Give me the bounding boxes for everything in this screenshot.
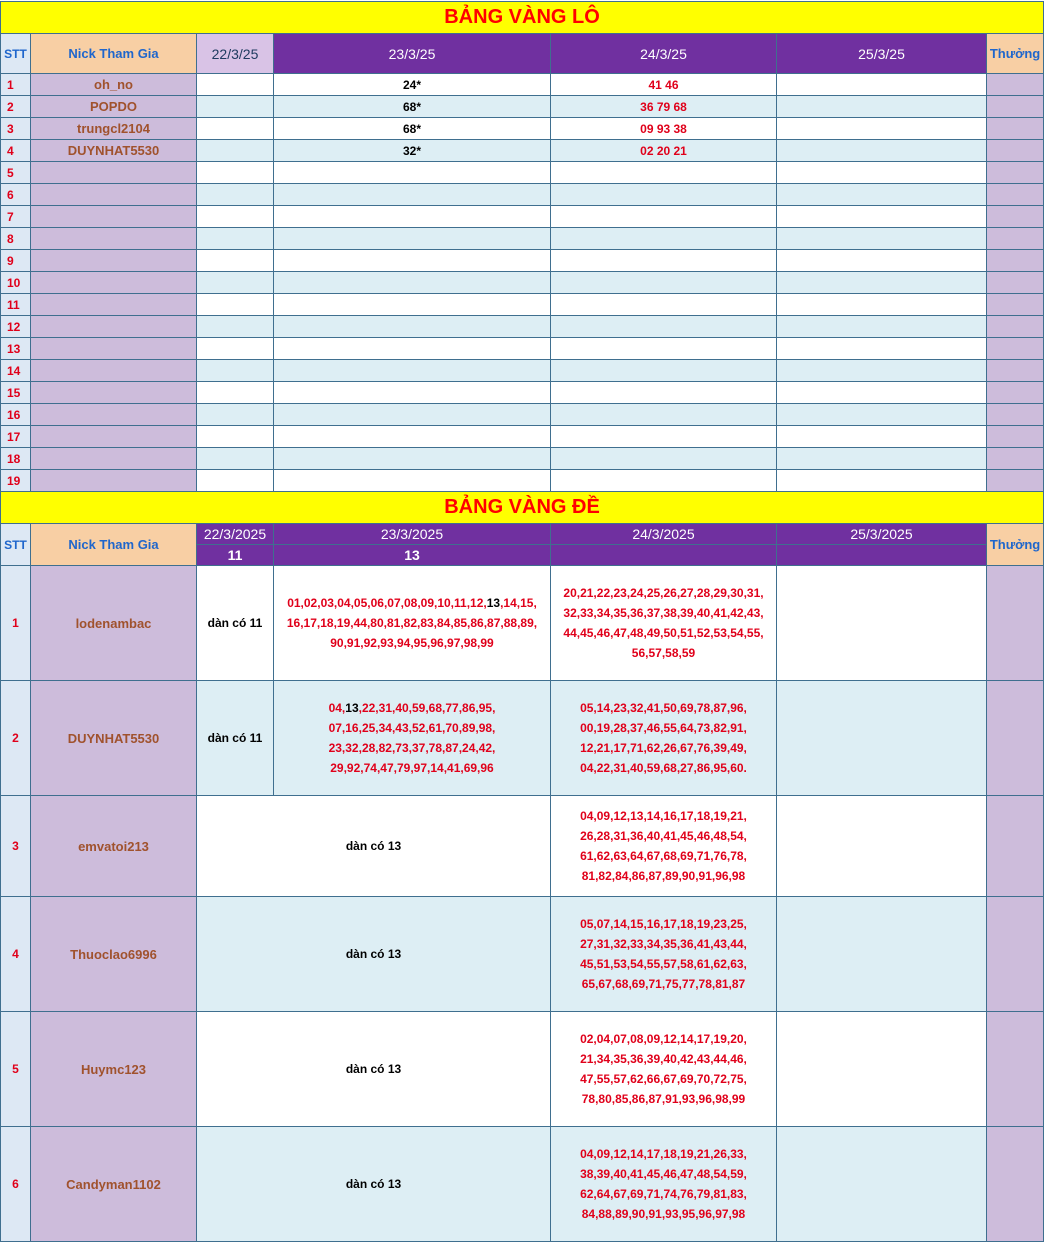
lo-row (1, 206, 1044, 228)
lo-row-nick (31, 404, 197, 426)
lo-row-date-3 (551, 338, 777, 360)
de-header-date-1: 22/3/2025 (197, 524, 274, 545)
lo-row-date-4 (777, 382, 987, 404)
de-number-line (274, 698, 550, 718)
de-row-date-4 (777, 796, 987, 897)
lo-row-date-4 (777, 294, 987, 316)
lo-row-date-3 (551, 294, 777, 316)
lo-row-reward (987, 228, 1044, 250)
lo-row-reward (987, 250, 1044, 272)
lo-row-stt: 12 (1, 316, 31, 338)
de-header-date-2: 23/3/2025 (274, 524, 551, 545)
de-row-date-4 (777, 566, 987, 681)
lo-row-date-2 (274, 426, 551, 448)
de-row-date-4 (777, 897, 987, 1012)
de-number-line: 20,21,22,23,24,25,26,27,28,29,30,31, (563, 586, 764, 600)
lo-row-reward (987, 382, 1044, 404)
de-row-date-2 (274, 681, 551, 796)
lo-row-stt: 15 (1, 382, 31, 404)
lo-row-date-4 (777, 140, 987, 162)
lo-row-date-4 (777, 74, 987, 96)
de-number-line: 44,45,46,47,48,49,50,51,52,53,54,55, (563, 626, 764, 640)
lo-row-stt: 16 (1, 404, 31, 426)
lo-row-date-4 (777, 448, 987, 470)
lo-row-date-2 (274, 470, 551, 492)
lo-row-date-2 (274, 250, 551, 272)
lo-row-nick: oh_no (31, 74, 197, 96)
lo-row-date-3 (551, 184, 777, 206)
de-number-line: 21,34,35,36,39,40,42,43,44,46, (580, 1052, 747, 1066)
lo-row-date-3 (551, 382, 777, 404)
lo-row-nick (31, 228, 197, 250)
lo-row (1, 426, 1044, 448)
number-text: ,22,31,40,59,68,77,86,95, (358, 701, 496, 715)
lo-row-reward (987, 184, 1044, 206)
lo-row-reward (987, 96, 1044, 118)
lo-header-date-2: 23/3/25 (274, 34, 551, 74)
lo-row-date-2: 68* (274, 118, 551, 140)
de-row (1, 796, 1044, 897)
lo-row-date-2 (274, 294, 551, 316)
lo-row-nick (31, 338, 197, 360)
lo-row-date-1 (197, 294, 274, 316)
lo-row-date-1 (197, 404, 274, 426)
lo-row-date-4 (777, 338, 987, 360)
lo-row-date-3 (551, 470, 777, 492)
lo-row (1, 272, 1044, 294)
lo-row-nick (31, 184, 197, 206)
lo-rows (1, 74, 1044, 492)
de-row (1, 566, 1044, 681)
lo-row (1, 404, 1044, 426)
lo-row-date-2: 68* (274, 96, 551, 118)
lo-row-nick (31, 250, 197, 272)
de-number-line: 81,82,84,86,87,89,90,91,96,98 (581, 869, 746, 883)
de-row-date-4 (777, 1127, 987, 1242)
lo-row-stt: 3 (1, 118, 31, 140)
number-text: 07,16,25,34,43,52,61,70,89,98, (328, 721, 496, 735)
de-row-date-4 (777, 681, 987, 796)
de-number-line: 84,88,89,90,91,93,95,96,97,98 (581, 1207, 746, 1221)
de-row (1, 681, 1044, 796)
lo-header-nick: Nick Tham Gia (31, 34, 197, 74)
de-table (0, 491, 1044, 1242)
de-row-date-3 (551, 1127, 777, 1242)
de-number-line: 00,19,28,37,46,55,64,73,82,91, (580, 721, 747, 735)
lo-row-date-1 (197, 184, 274, 206)
lo-row-date-4 (777, 184, 987, 206)
de-result-date-1: 11 (197, 545, 274, 566)
lo-row (1, 118, 1044, 140)
lo-row-nick: DUYNHAT5530 (31, 140, 197, 162)
de-number-line: 65,67,68,69,71,75,77,78,81,87 (581, 977, 746, 991)
de-row-date-1: dàn có 11 (197, 566, 274, 681)
lo-row-date-2 (274, 448, 551, 470)
lo-row-date-4 (777, 316, 987, 338)
lo-row-date-1 (197, 338, 274, 360)
de-row-date-2 (274, 566, 551, 681)
lo-row-date-3 (551, 162, 777, 184)
lo-row-date-1 (197, 448, 274, 470)
de-row-stt: 4 (1, 897, 31, 1012)
de-number-line: 12,21,17,71,62,26,67,76,39,49, (580, 741, 747, 755)
lo-row (1, 250, 1044, 272)
number-text: 04, (328, 701, 346, 715)
lo-row-date-2 (274, 206, 551, 228)
lo-row (1, 360, 1044, 382)
de-number-line: 04,09,12,13,14,16,17,18,19,21, (580, 809, 747, 823)
de-number-line (274, 593, 550, 613)
lo-row-nick: POPDO (31, 96, 197, 118)
lo-row-date-2: 24* (274, 74, 551, 96)
de-row-reward (987, 566, 1044, 681)
lo-row-stt: 13 (1, 338, 31, 360)
lo-row-date-1 (197, 206, 274, 228)
de-row-date-1-2: dàn có 13 (197, 897, 551, 1012)
lo-row-reward (987, 448, 1044, 470)
lo-row-date-1 (197, 272, 274, 294)
lo-row (1, 448, 1044, 470)
de-row-date-3 (551, 1012, 777, 1127)
de-number-line: 26,28,31,36,40,41,45,46,48,54, (580, 829, 747, 843)
lo-table (0, 1, 1044, 492)
lo-row-stt: 6 (1, 184, 31, 206)
lo-row-date-3 (551, 316, 777, 338)
lo-row (1, 316, 1044, 338)
de-number-line (274, 718, 550, 738)
lo-row-stt: 8 (1, 228, 31, 250)
lo-row-reward (987, 140, 1044, 162)
lo-row-date-2 (274, 184, 551, 206)
lo-row-date-4 (777, 228, 987, 250)
de-number-line: 38,39,40,41,45,46,47,48,54,59, (580, 1167, 747, 1181)
lo-header-date-1: 22/3/25 (197, 34, 274, 74)
lo-row (1, 470, 1044, 492)
de-number-line: 04,22,31,40,59,68,27,86,95,60. (580, 761, 747, 775)
de-number-line: 61,62,63,64,67,68,69,71,76,78, (580, 849, 747, 863)
number-text: 16,17,18,19,44,80,81,82,83,84,85,86,87,88,89, (286, 616, 538, 630)
lo-row-nick (31, 382, 197, 404)
de-header-stt: STT (1, 524, 31, 566)
lo-row-stt: 18 (1, 448, 31, 470)
lo-row-reward (987, 294, 1044, 316)
de-row-date-1: dàn có 11 (197, 681, 274, 796)
de-number-line (274, 738, 550, 758)
lo-row-date-1 (197, 382, 274, 404)
de-number-line: 62,64,67,69,71,74,76,79,81,83, (580, 1187, 747, 1201)
lo-row-stt: 5 (1, 162, 31, 184)
lo-row-date-1 (197, 470, 274, 492)
lo-row-date-2 (274, 382, 551, 404)
de-row-date-3 (551, 566, 777, 681)
de-row-date-1-2: dàn có 13 (197, 796, 551, 897)
lo-row-date-1 (197, 96, 274, 118)
lo-row-date-1 (197, 74, 274, 96)
de-number-line: 32,33,34,35,36,37,38,39,40,41,42,43, (563, 606, 764, 620)
lo-row-nick (31, 294, 197, 316)
lo-row-date-4 (777, 470, 987, 492)
lo-row-date-2 (274, 360, 551, 382)
de-row-stt: 1 (1, 566, 31, 681)
lo-row-reward (987, 470, 1044, 492)
lo-row-reward (987, 316, 1044, 338)
de-row-nick: lodenambac (31, 566, 197, 681)
lo-row (1, 382, 1044, 404)
lo-row (1, 228, 1044, 250)
de-number-line: 56,57,58,59 (631, 646, 696, 660)
de-result-date-3 (551, 545, 777, 566)
lo-row-date-3 (551, 228, 777, 250)
lo-header-stt: STT (1, 34, 31, 74)
lo-row-date-1 (197, 426, 274, 448)
de-row-nick: Thuoclao6996 (31, 897, 197, 1012)
lo-row-date-1 (197, 316, 274, 338)
de-row-nick: DUYNHAT5530 (31, 681, 197, 796)
lo-row-reward (987, 206, 1044, 228)
lo-header-reward: Thưởng (987, 34, 1044, 74)
lo-row-nick (31, 360, 197, 382)
de-result-date-2: 13 (274, 545, 551, 566)
lo-header-date-4: 25/3/25 (777, 34, 987, 74)
lo-row (1, 184, 1044, 206)
lo-row-date-1 (197, 162, 274, 184)
highlight-number: 13 (486, 596, 501, 610)
lo-row-date-1 (197, 118, 274, 140)
lo-row-reward (987, 74, 1044, 96)
de-row-reward (987, 1127, 1044, 1242)
lo-row-date-2 (274, 404, 551, 426)
number-text: 29,92,74,47,79,97,14,41,69,96 (330, 761, 494, 775)
lo-row-nick (31, 426, 197, 448)
lo-row-date-3: 36 79 68 (551, 96, 777, 118)
de-row-reward (987, 681, 1044, 796)
lo-row-date-1 (197, 360, 274, 382)
lo-row-reward (987, 338, 1044, 360)
lo-row-date-3 (551, 404, 777, 426)
de-number-line (274, 633, 550, 653)
lo-row-date-2 (274, 228, 551, 250)
de-row-date-3 (551, 796, 777, 897)
de-row-date-1-2: dàn có 13 (197, 1127, 551, 1242)
lo-row-date-4 (777, 272, 987, 294)
de-result-date-4 (777, 545, 987, 566)
de-row-nick: emvatoi213 (31, 796, 197, 897)
lo-row (1, 74, 1044, 96)
lo-row-stt: 17 (1, 426, 31, 448)
lo-row-date-3 (551, 426, 777, 448)
lo-row-date-2 (274, 162, 551, 184)
de-row-date-3 (551, 897, 777, 1012)
lo-row-date-3 (551, 448, 777, 470)
lo-header-date-3: 24/3/25 (551, 34, 777, 74)
de-number-line: 05,14,23,32,41,50,69,78,87,96, (580, 701, 747, 715)
lo-row-date-3 (551, 360, 777, 382)
de-row-reward (987, 1012, 1044, 1127)
de-row (1, 1012, 1044, 1127)
lo-row-date-4 (777, 206, 987, 228)
lo-row-date-4 (777, 426, 987, 448)
lo-row-date-4 (777, 118, 987, 140)
lo-row (1, 294, 1044, 316)
lo-title: BẢNG VÀNG LÔ (1, 2, 1044, 34)
de-header-reward: Thưởng (987, 524, 1044, 566)
lo-row-nick (31, 470, 197, 492)
de-number-line: 02,04,07,08,09,12,14,17,19,20, (580, 1032, 747, 1046)
number-text: 01,02,03,04,05,06,07,08,09,10,11,12, (287, 596, 487, 610)
lo-row-date-2 (274, 338, 551, 360)
de-row-stt: 3 (1, 796, 31, 897)
de-row-nick: Candyman1102 (31, 1127, 197, 1242)
de-row (1, 1127, 1044, 1242)
lo-row-reward (987, 162, 1044, 184)
lo-row-nick (31, 448, 197, 470)
lo-row-nick (31, 206, 197, 228)
de-title: BẢNG VÀNG ĐỀ (1, 492, 1044, 524)
number-text: 23,32,28,82,73,37,78,87,24,42, (328, 741, 496, 755)
de-row-stt: 6 (1, 1127, 31, 1242)
de-number-line: 27,31,32,33,34,35,36,41,43,44, (580, 937, 747, 951)
de-number-line: 45,51,53,54,55,57,58,61,62,63, (580, 957, 747, 971)
de-header-date-4: 25/3/2025 (777, 524, 987, 545)
lo-row-reward (987, 272, 1044, 294)
lo-row (1, 96, 1044, 118)
lo-row-stt: 14 (1, 360, 31, 382)
lo-row-reward (987, 118, 1044, 140)
de-row-reward (987, 796, 1044, 897)
lo-row-stt: 2 (1, 96, 31, 118)
lo-row-reward (987, 360, 1044, 382)
lo-row-nick (31, 162, 197, 184)
lo-row-stt: 11 (1, 294, 31, 316)
de-number-line (274, 758, 550, 778)
lo-row-reward (987, 404, 1044, 426)
lo-row-date-3 (551, 272, 777, 294)
lo-row (1, 162, 1044, 184)
de-number-line (274, 613, 550, 633)
lo-row-date-4 (777, 162, 987, 184)
lo-row-date-1 (197, 140, 274, 162)
de-number-line: 47,55,57,62,66,67,69,70,72,75, (580, 1072, 747, 1086)
lo-row-nick (31, 272, 197, 294)
lo-row-stt: 19 (1, 470, 31, 492)
de-number-line: 78,80,85,86,87,91,93,96,98,99 (581, 1092, 746, 1106)
number-text: ,14,15, (500, 596, 537, 610)
lo-row-date-4 (777, 360, 987, 382)
de-header-nick: Nick Tham Gia (31, 524, 197, 566)
lo-row-date-1 (197, 250, 274, 272)
de-row-stt: 5 (1, 1012, 31, 1127)
number-text: 90,91,92,93,94,95,96,97,98,99 (330, 636, 494, 650)
highlight-number: 13 (345, 701, 359, 715)
lo-row-stt: 7 (1, 206, 31, 228)
de-row-stt: 2 (1, 681, 31, 796)
de-row-date-1-2: dàn có 13 (197, 1012, 551, 1127)
lo-row (1, 338, 1044, 360)
lo-row-date-4 (777, 96, 987, 118)
de-number-line: 05,07,14,15,16,17,18,19,23,25, (580, 917, 747, 931)
lo-row-date-4 (777, 250, 987, 272)
lo-row-stt: 4 (1, 140, 31, 162)
lo-row-date-3: 02 20 21 (551, 140, 777, 162)
lo-row-date-2 (274, 272, 551, 294)
lo-row-nick: trungcl2104 (31, 118, 197, 140)
de-row (1, 897, 1044, 1012)
lo-row-date-3: 09 93 38 (551, 118, 777, 140)
lo-row-stt: 9 (1, 250, 31, 272)
lo-row-date-1 (197, 228, 274, 250)
lo-row-date-2: 32* (274, 140, 551, 162)
lo-row-stt: 1 (1, 74, 31, 96)
lo-row (1, 140, 1044, 162)
lo-row-date-3 (551, 250, 777, 272)
lo-row-nick (31, 316, 197, 338)
lo-row-date-4 (777, 404, 987, 426)
lo-row-date-2 (274, 316, 551, 338)
lo-row-date-3 (551, 206, 777, 228)
lo-row-stt: 10 (1, 272, 31, 294)
lo-row-date-3: 41 46 (551, 74, 777, 96)
de-row-nick: Huymc123 (31, 1012, 197, 1127)
de-row-date-3 (551, 681, 777, 796)
lo-row-reward (987, 426, 1044, 448)
de-header-date-3: 24/3/2025 (551, 524, 777, 545)
de-number-line: 04,09,12,14,17,18,19,21,26,33, (580, 1147, 747, 1161)
de-row-reward (987, 897, 1044, 1012)
de-rows (1, 566, 1044, 1242)
de-row-date-4 (777, 1012, 987, 1127)
